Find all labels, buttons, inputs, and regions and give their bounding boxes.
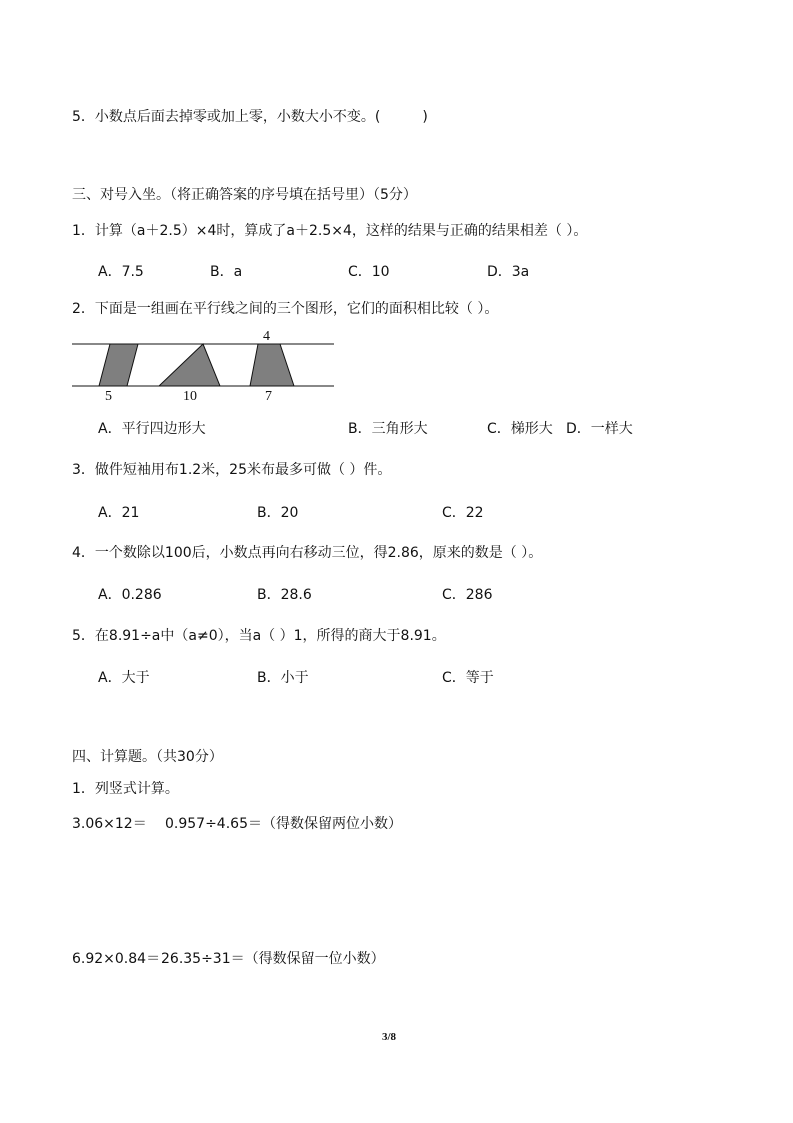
trapezoid-base-label: 7 <box>265 389 272 400</box>
q3-option-b: B．20 <box>257 505 299 521</box>
q1-option-a: A．7.5 <box>98 264 144 280</box>
choice-question-5: 5．在8.91÷a中（a≠0），当a（ ）1，所得的商大于8.91。 <box>72 628 446 644</box>
q5-option-a: A．大于 <box>98 670 150 686</box>
triangle-base-label: 10 <box>183 389 197 400</box>
calc-problem-4: 26.35÷31＝（得数保留一位小数） <box>161 951 385 967</box>
q1-option-d: D．3a <box>487 264 530 280</box>
q1-option-b: B．a <box>210 264 243 280</box>
triangle-shape <box>159 344 220 386</box>
q5-option-b: B．小于 <box>257 670 309 686</box>
calc-question-1: 1．列竖式计算。 <box>72 781 179 797</box>
judgment-question-5: 5．小数点后面去掉零或加上零，小数大小不变。( ) <box>72 109 428 125</box>
q2-option-a: A．平行四边形大 <box>98 421 206 437</box>
parallelogram-base-label: 5 <box>105 389 112 400</box>
calc-problem-1: 3.06×12＝ <box>72 816 147 832</box>
q3-option-c: C．22 <box>442 505 484 521</box>
q2-option-d: D．一样大 <box>566 421 633 437</box>
trapezoid-top-label: 4 <box>263 329 270 344</box>
section-3-heading: 三、对号入坐。（将正确答案的序号填在括号里）（5分） <box>72 187 417 203</box>
q5-option-c: C．等于 <box>442 670 494 686</box>
q3-option-a: A．21 <box>98 505 140 521</box>
q4-option-c: C．286 <box>442 587 493 603</box>
choice-question-1: 1．计算（a＋2.5）×4时，算成了a＋2.5×4，这样的结果与正确的结果相差（ ）。 <box>72 223 588 239</box>
choice-question-2: 2．下面是一组画在平行线之间的三个图形，它们的面积相比较（ ）。 <box>72 301 499 317</box>
section-4-heading: 四、计算题。（共30分） <box>72 749 223 765</box>
parallel-lines-figure <box>72 328 334 400</box>
q4-option-a: A．0.286 <box>98 587 162 603</box>
q4-option-b: B．28.6 <box>257 587 312 603</box>
page-number: 3/8 <box>382 1031 397 1043</box>
choice-question-3: 3．做件短袖用布1.2米，25米布最多可做（ ）件。 <box>72 462 392 478</box>
calc-problem-2: 0.957÷4.65＝（得数保留两位小数） <box>165 816 402 832</box>
q2-option-c: C．梯形大 <box>487 421 553 437</box>
choice-question-4: 4．一个数除以100后，小数点再向右移动三位，得2.86，原来的数是（ ）。 <box>72 545 543 561</box>
calc-problem-3: 6.92×0.84＝ <box>72 951 161 967</box>
parallelogram-shape <box>99 344 138 386</box>
trapezoid-shape <box>250 344 294 386</box>
q1-option-c: C．10 <box>348 264 390 280</box>
q2-option-b: B．三角形大 <box>348 421 428 437</box>
